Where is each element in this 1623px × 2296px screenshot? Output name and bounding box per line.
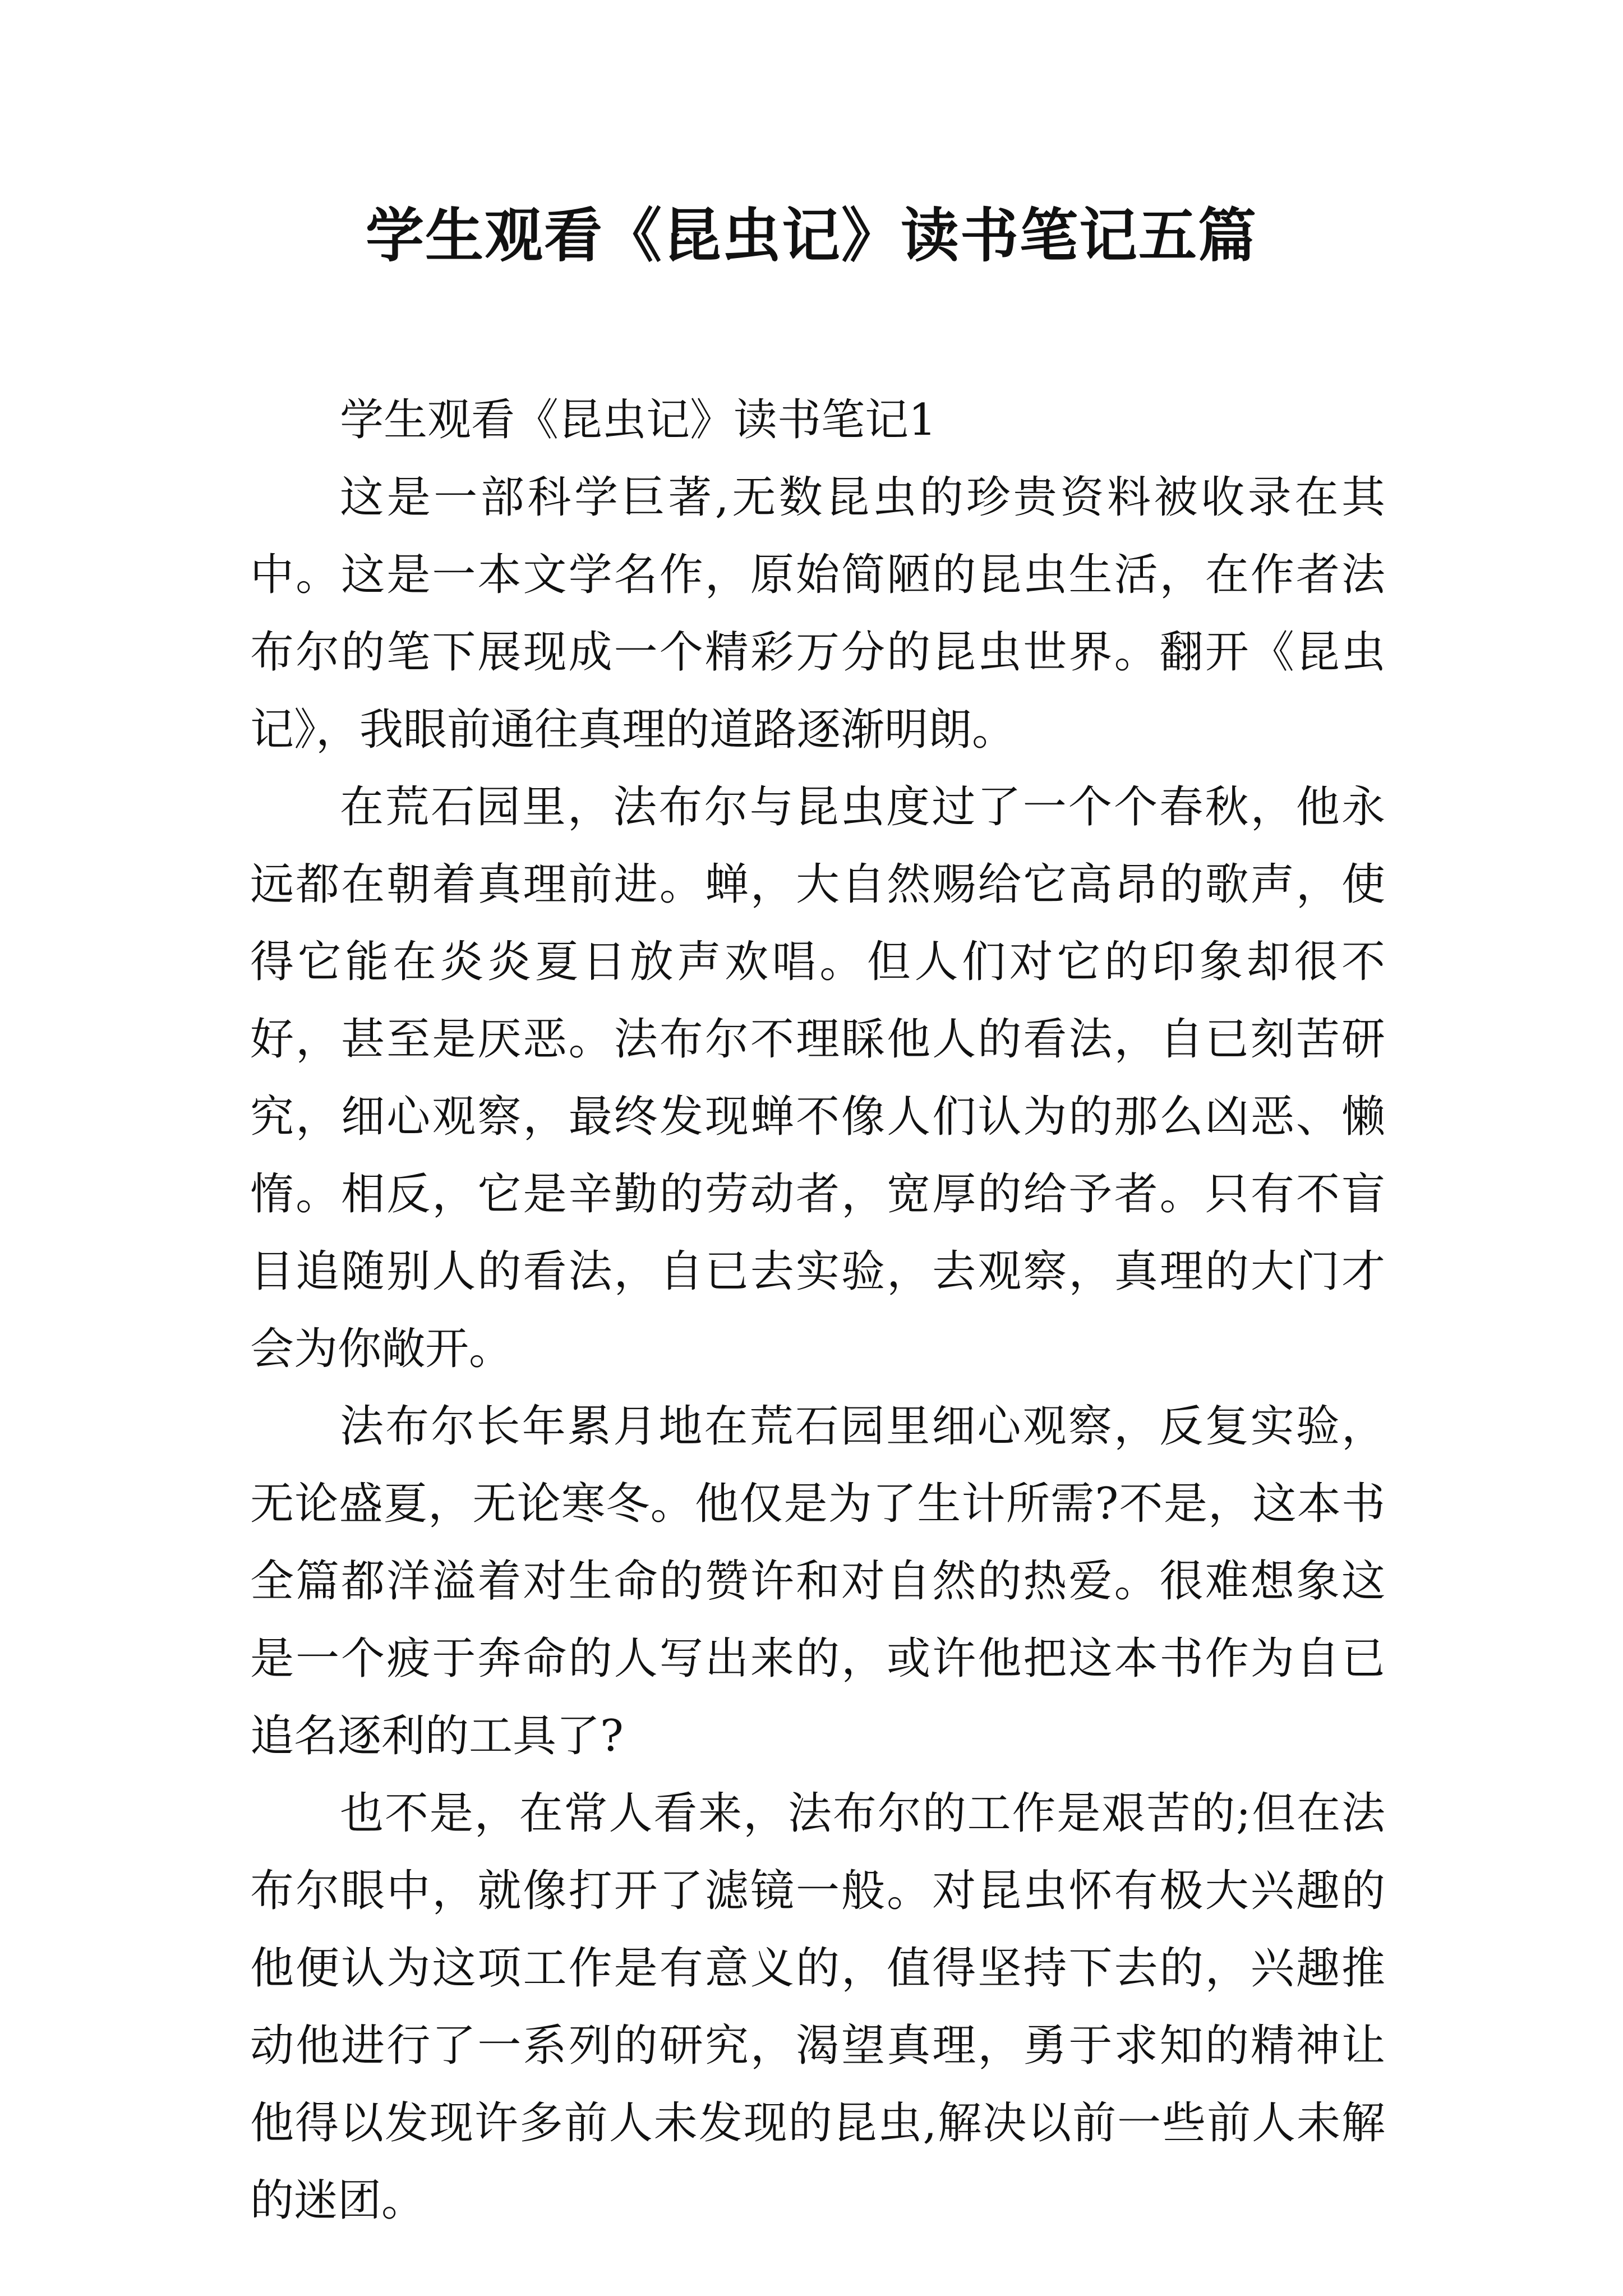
section-heading: 学生观看《昆虫记》读书笔记1 — [340, 395, 937, 445]
paragraph-1: 这是一部科学巨著,无数昆虫的珍贵资料被收录在其中。这是一本文学名作，原始简陋的昆虫生活，在作者法布尔的笔下展现成一个精彩万分的昆虫世界。翻开《昆虫记》，我眼前通往真理的道路逐渐明朗。 — [250, 472, 1385, 755]
document-body — [250, 381, 1385, 2239]
document-title: 学生观看《昆虫记》读书笔记五篇 — [365, 201, 1257, 270]
paragraph-2: 在荒石园里，法布尔与昆虫度过了一个个春秋，他永远都在朝着真理前进。蝉，大自然赐给它高昂的歌声，使得它能在炎炎夏日放声欢唱。但人们对它的印象却很不好，甚至是厌恶。法布尔不理睬他人的看法，自已刻苦研究，细心观察，最终发现蝉不像人们认为的那么凶恶、懒惰。相反，它是辛勤的劳动者，宽厚的给予者。只有不盲目追随别人的看法，自已去实验，去观察，真理的大门才会为你敞开。 — [250, 782, 1385, 1374]
paragraph-4: 也不是，在常人看来，法布尔的工作是艰苦的;但在法布尔眼中，就像打开了滤镜一般。对昆虫怀有极大兴趣的他便认为这项工作是有意义的，值得坚持下去的，兴趣推动他进行了一系列的研究，渴望真理，勇于求知的精神让他得以发现许多前人未发现的昆虫,解决以前一些前人未解的迷团。 — [250, 1788, 1385, 2226]
paragraph-3: 法布尔长年累月地在荒石园里细心观察，反复实验，无论盛夏，无论寒冬。他仅是为了生计所需?不是，这本书全篇都洋溢着对生命的赞许和对自然的热爱。很难想象这是一个疲于奔命的人写出来的，或许他把这本书作为自已追名逐利的工具了? — [250, 1401, 1385, 1761]
